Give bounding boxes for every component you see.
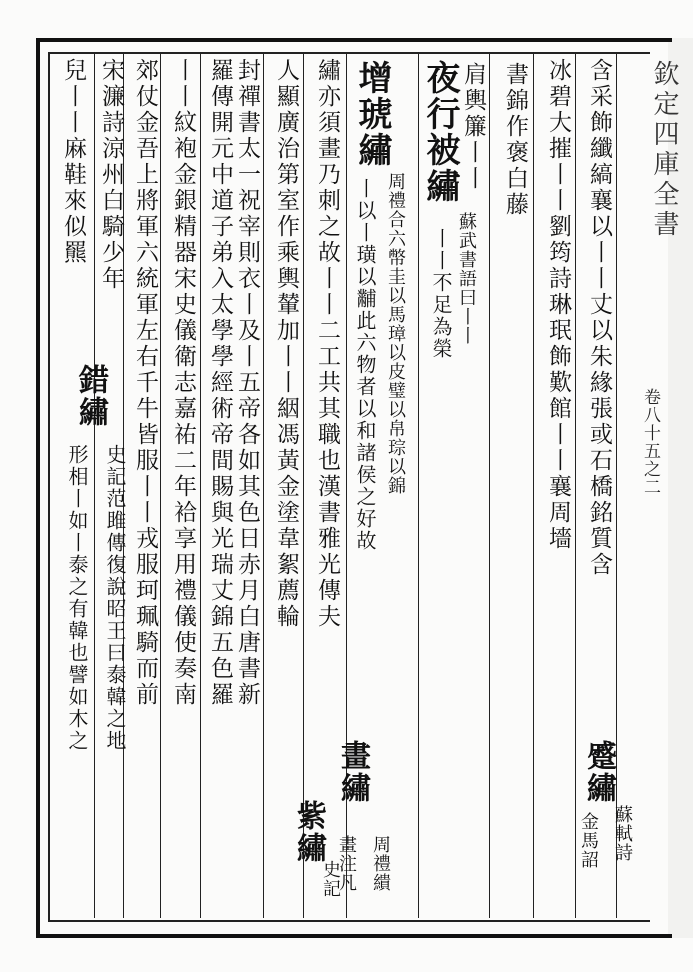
entry-heading: 夜行被繡: [420, 60, 460, 204]
text-column: 史記范雎傳復說昭王曰泰韓之地: [103, 444, 127, 752]
column-rule: [418, 54, 419, 918]
entry-note: 史記: [320, 860, 341, 898]
column-rule: [94, 54, 95, 918]
entry-heading: 增琥繡: [352, 60, 392, 168]
column-rule: [303, 54, 304, 918]
column-rule: [200, 54, 201, 918]
column-rule: [160, 54, 161, 918]
text-column: 冰碧大摧丨丨劉筠詩琳珉飾歎館丨丨襄周墻: [545, 58, 571, 552]
text-column: 宋濂詩涼州白騎少年: [98, 58, 124, 292]
book-title: 欽定四庫全書: [649, 60, 679, 240]
text-column: 形相丨如丨泰之有韓也譬如木之: [65, 444, 89, 752]
text-column: 郊仗金吾上將軍六統軍左右千牛皆服丨丨戎服珂珮騎而前: [132, 58, 158, 708]
text-column: 丨丨紋袍金銀精器宋史儀衛志嘉祐二年袷享用禮儀使奏南: [170, 58, 196, 708]
entry-note: 蘇武書語曰丨丨: [456, 212, 477, 345]
column-rule: [489, 54, 490, 918]
text-column: 人顯廣治第室作乘輿輦加丨丨絪馮黃金塗韋絮薦輪: [273, 58, 299, 630]
entry-note: 周禮合六幣圭以馬璋以皮璧以帛琮以錦: [385, 172, 406, 495]
entry-heading: 紫繡: [291, 800, 326, 864]
text-column: 丨丨不足為榮: [429, 228, 453, 360]
text-column: 兒丨丨麻鞋來似羆: [60, 58, 86, 266]
entry-heading: 畫繡: [335, 740, 370, 804]
entry-heading: 錯繡: [73, 364, 108, 428]
text-column: 羅傳開元中道子弟入太學學經術帝間賜與光瑞丈錦五色羅: [207, 58, 233, 708]
volume-label: 卷八十五之二: [640, 388, 660, 496]
text-column: 丨以丨璜以黼此六物者以和諸侯之好故: [353, 178, 377, 552]
text-column: 封禪書太一祝宰則衣丨及丨五帝各如其色日赤月白唐書新: [234, 58, 260, 708]
entry-note: 蘇軾詩: [612, 805, 633, 862]
text-column: 繡亦須畫乃刺之故丨丨二工共其職也漢書雅光傳夫: [314, 58, 340, 630]
column-rule: [533, 54, 534, 918]
column-rule: [575, 54, 576, 918]
text-column: 肩輿簾丨丨: [460, 62, 486, 192]
column-rule: [263, 54, 264, 918]
text-column: 書錦作褒白藤: [502, 62, 528, 218]
entry-note: 周禮繢: [370, 835, 391, 892]
entry-heading: 蹙繡: [581, 740, 616, 804]
text-column: 含采飾纖縞襄以丨丨丈以朱緣張或石橋銘質含: [586, 58, 612, 578]
entry-note: 畫注凡: [336, 835, 357, 892]
entry-note: 金馬詔: [578, 812, 599, 869]
